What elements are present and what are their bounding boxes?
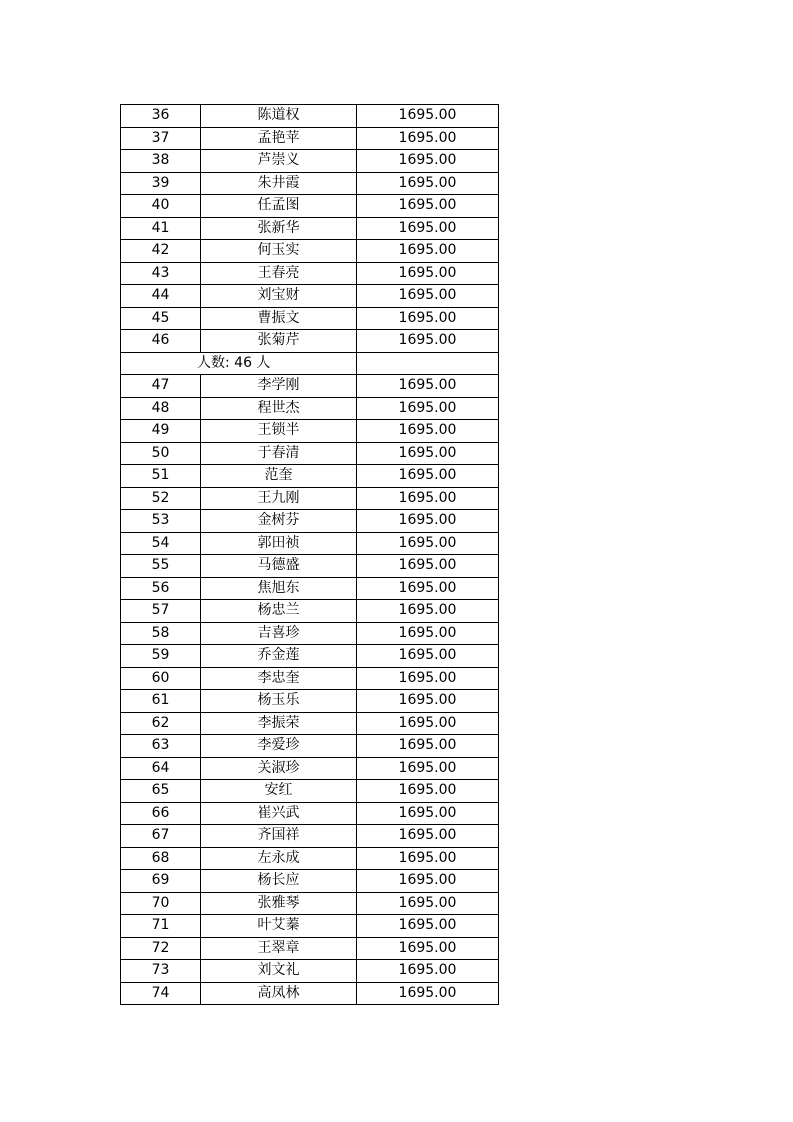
name-cell: 杨长应 xyxy=(201,870,357,893)
table-row xyxy=(121,465,499,488)
row-number-cell: 67 xyxy=(121,825,201,848)
table-row xyxy=(121,892,499,915)
name-cell: 王翠章 xyxy=(201,937,357,960)
amount-cell: 1695.00 xyxy=(357,622,499,645)
name-cell: 郭田祯 xyxy=(201,532,357,555)
row-number-cell: 70 xyxy=(121,892,201,915)
name-cell: 左永成 xyxy=(201,847,357,870)
amount-cell: 1695.00 xyxy=(357,780,499,803)
name-cell: 刘宝财 xyxy=(201,285,357,308)
name-cell: 孟艳苹 xyxy=(201,127,357,150)
row-number-cell: 62 xyxy=(121,712,201,735)
roster-table xyxy=(120,104,499,1005)
row-number-cell: 52 xyxy=(121,487,201,510)
name-cell: 马德盛 xyxy=(201,555,357,578)
amount-cell: 1695.00 xyxy=(357,442,499,465)
amount-cell: 1695.00 xyxy=(357,510,499,533)
name-cell: 任孟图 xyxy=(201,195,357,218)
row-number-cell: 59 xyxy=(121,645,201,668)
row-number-cell: 61 xyxy=(121,690,201,713)
amount-cell: 1695.00 xyxy=(357,307,499,330)
amount-cell: 1695.00 xyxy=(357,532,499,555)
table-row xyxy=(121,600,499,623)
name-cell: 李学刚 xyxy=(201,375,357,398)
row-number-cell: 58 xyxy=(121,622,201,645)
table-row xyxy=(121,847,499,870)
name-cell: 朱井霞 xyxy=(201,172,357,195)
table-row xyxy=(121,285,499,308)
amount-cell: 1695.00 xyxy=(357,487,499,510)
table-row xyxy=(121,735,499,758)
summary-row xyxy=(121,352,499,375)
amount-cell: 1695.00 xyxy=(357,150,499,173)
amount-cell: 1695.00 xyxy=(357,240,499,263)
row-number-cell: 45 xyxy=(121,307,201,330)
amount-cell: 1695.00 xyxy=(357,330,499,353)
table-row xyxy=(121,442,499,465)
row-number-cell: 66 xyxy=(121,802,201,825)
table-row xyxy=(121,172,499,195)
name-cell: 于春清 xyxy=(201,442,357,465)
table-row xyxy=(121,217,499,240)
row-number-cell: 50 xyxy=(121,442,201,465)
amount-cell: 1695.00 xyxy=(357,802,499,825)
table-row xyxy=(121,960,499,983)
table-row xyxy=(121,397,499,420)
row-number-cell: 40 xyxy=(121,195,201,218)
row-number-cell: 55 xyxy=(121,555,201,578)
amount-cell: 1695.00 xyxy=(357,262,499,285)
table-row xyxy=(121,555,499,578)
amount-cell: 1695.00 xyxy=(357,892,499,915)
table-row xyxy=(121,690,499,713)
row-number-cell: 72 xyxy=(121,937,201,960)
table-row xyxy=(121,937,499,960)
row-number-cell: 69 xyxy=(121,870,201,893)
name-cell: 陈道权 xyxy=(201,105,357,128)
row-number-cell: 60 xyxy=(121,667,201,690)
row-number-cell: 51 xyxy=(121,465,201,488)
name-cell: 芦崇义 xyxy=(201,150,357,173)
table-row xyxy=(121,487,499,510)
name-cell: 张雅琴 xyxy=(201,892,357,915)
amount-cell: 1695.00 xyxy=(357,577,499,600)
table-row xyxy=(121,622,499,645)
table-row xyxy=(121,870,499,893)
amount-cell: 1695.00 xyxy=(357,915,499,938)
row-number-cell: 74 xyxy=(121,982,201,1005)
amount-cell: 1695.00 xyxy=(357,712,499,735)
row-number-cell: 44 xyxy=(121,285,201,308)
table-row xyxy=(121,420,499,443)
amount-cell: 1695.00 xyxy=(357,735,499,758)
amount-cell: 1695.00 xyxy=(357,960,499,983)
row-number-cell: 47 xyxy=(121,375,201,398)
name-cell: 杨忠兰 xyxy=(201,600,357,623)
row-number-cell: 42 xyxy=(121,240,201,263)
table-row xyxy=(121,982,499,1005)
name-cell: 范奎 xyxy=(201,465,357,488)
table-row xyxy=(121,375,499,398)
amount-cell: 1695.00 xyxy=(357,172,499,195)
name-cell: 安红 xyxy=(201,780,357,803)
row-number-cell: 56 xyxy=(121,577,201,600)
row-number-cell: 36 xyxy=(121,105,201,128)
row-number-cell: 49 xyxy=(121,420,201,443)
name-cell: 崔兴武 xyxy=(201,802,357,825)
summary-empty-cell xyxy=(357,352,499,375)
table-row xyxy=(121,667,499,690)
table-row xyxy=(121,780,499,803)
table-row xyxy=(121,757,499,780)
amount-cell: 1695.00 xyxy=(357,465,499,488)
table-row xyxy=(121,712,499,735)
table-row xyxy=(121,262,499,285)
table-row xyxy=(121,825,499,848)
name-cell: 李忠奎 xyxy=(201,667,357,690)
row-number-cell: 38 xyxy=(121,150,201,173)
name-cell: 王锁半 xyxy=(201,420,357,443)
amount-cell: 1695.00 xyxy=(357,600,499,623)
table-row xyxy=(121,127,499,150)
amount-cell: 1695.00 xyxy=(357,375,499,398)
name-cell: 王九刚 xyxy=(201,487,357,510)
name-cell: 关淑珍 xyxy=(201,757,357,780)
name-cell: 王春亮 xyxy=(201,262,357,285)
amount-cell: 1695.00 xyxy=(357,690,499,713)
row-number-cell: 53 xyxy=(121,510,201,533)
name-cell: 李爱珍 xyxy=(201,735,357,758)
row-number-cell: 48 xyxy=(121,397,201,420)
row-number-cell: 63 xyxy=(121,735,201,758)
row-number-cell: 37 xyxy=(121,127,201,150)
amount-cell: 1695.00 xyxy=(357,217,499,240)
table-row xyxy=(121,577,499,600)
summary-count-label: 人数: 46 人 xyxy=(121,352,357,375)
amount-cell: 1695.00 xyxy=(357,757,499,780)
amount-cell: 1695.00 xyxy=(357,982,499,1005)
name-cell: 高凤林 xyxy=(201,982,357,1005)
name-cell: 叶艾蓁 xyxy=(201,915,357,938)
amount-cell: 1695.00 xyxy=(357,645,499,668)
amount-cell: 1695.00 xyxy=(357,127,499,150)
name-cell: 金树芬 xyxy=(201,510,357,533)
row-number-cell: 73 xyxy=(121,960,201,983)
table-row xyxy=(121,532,499,555)
amount-cell: 1695.00 xyxy=(357,195,499,218)
row-number-cell: 71 xyxy=(121,915,201,938)
table-row xyxy=(121,510,499,533)
row-number-cell: 68 xyxy=(121,847,201,870)
amount-cell: 1695.00 xyxy=(357,937,499,960)
table-row xyxy=(121,105,499,128)
name-cell: 焦旭东 xyxy=(201,577,357,600)
name-cell: 齐国祥 xyxy=(201,825,357,848)
row-number-cell: 41 xyxy=(121,217,201,240)
name-cell: 程世杰 xyxy=(201,397,357,420)
amount-cell: 1695.00 xyxy=(357,870,499,893)
table-row xyxy=(121,330,499,353)
table-row xyxy=(121,240,499,263)
name-cell: 乔金莲 xyxy=(201,645,357,668)
table-row xyxy=(121,645,499,668)
table-row xyxy=(121,915,499,938)
amount-cell: 1695.00 xyxy=(357,420,499,443)
name-cell: 刘文礼 xyxy=(201,960,357,983)
table-row xyxy=(121,802,499,825)
row-number-cell: 57 xyxy=(121,600,201,623)
name-cell: 何玉实 xyxy=(201,240,357,263)
amount-cell: 1695.00 xyxy=(357,825,499,848)
row-number-cell: 54 xyxy=(121,532,201,555)
amount-cell: 1695.00 xyxy=(357,397,499,420)
amount-cell: 1695.00 xyxy=(357,667,499,690)
table-row xyxy=(121,195,499,218)
row-number-cell: 64 xyxy=(121,757,201,780)
row-number-cell: 39 xyxy=(121,172,201,195)
amount-cell: 1695.00 xyxy=(357,105,499,128)
amount-cell: 1695.00 xyxy=(357,285,499,308)
name-cell: 曹振文 xyxy=(201,307,357,330)
name-cell: 吉喜珍 xyxy=(201,622,357,645)
name-cell: 张新华 xyxy=(201,217,357,240)
row-number-cell: 43 xyxy=(121,262,201,285)
name-cell: 李振荣 xyxy=(201,712,357,735)
roster-table-body xyxy=(121,105,499,1005)
table-row xyxy=(121,307,499,330)
row-number-cell: 46 xyxy=(121,330,201,353)
name-cell: 杨玉乐 xyxy=(201,690,357,713)
amount-cell: 1695.00 xyxy=(357,847,499,870)
roster-sheet xyxy=(120,104,498,1005)
name-cell: 张菊芹 xyxy=(201,330,357,353)
amount-cell: 1695.00 xyxy=(357,555,499,578)
row-number-cell: 65 xyxy=(121,780,201,803)
table-row xyxy=(121,150,499,173)
